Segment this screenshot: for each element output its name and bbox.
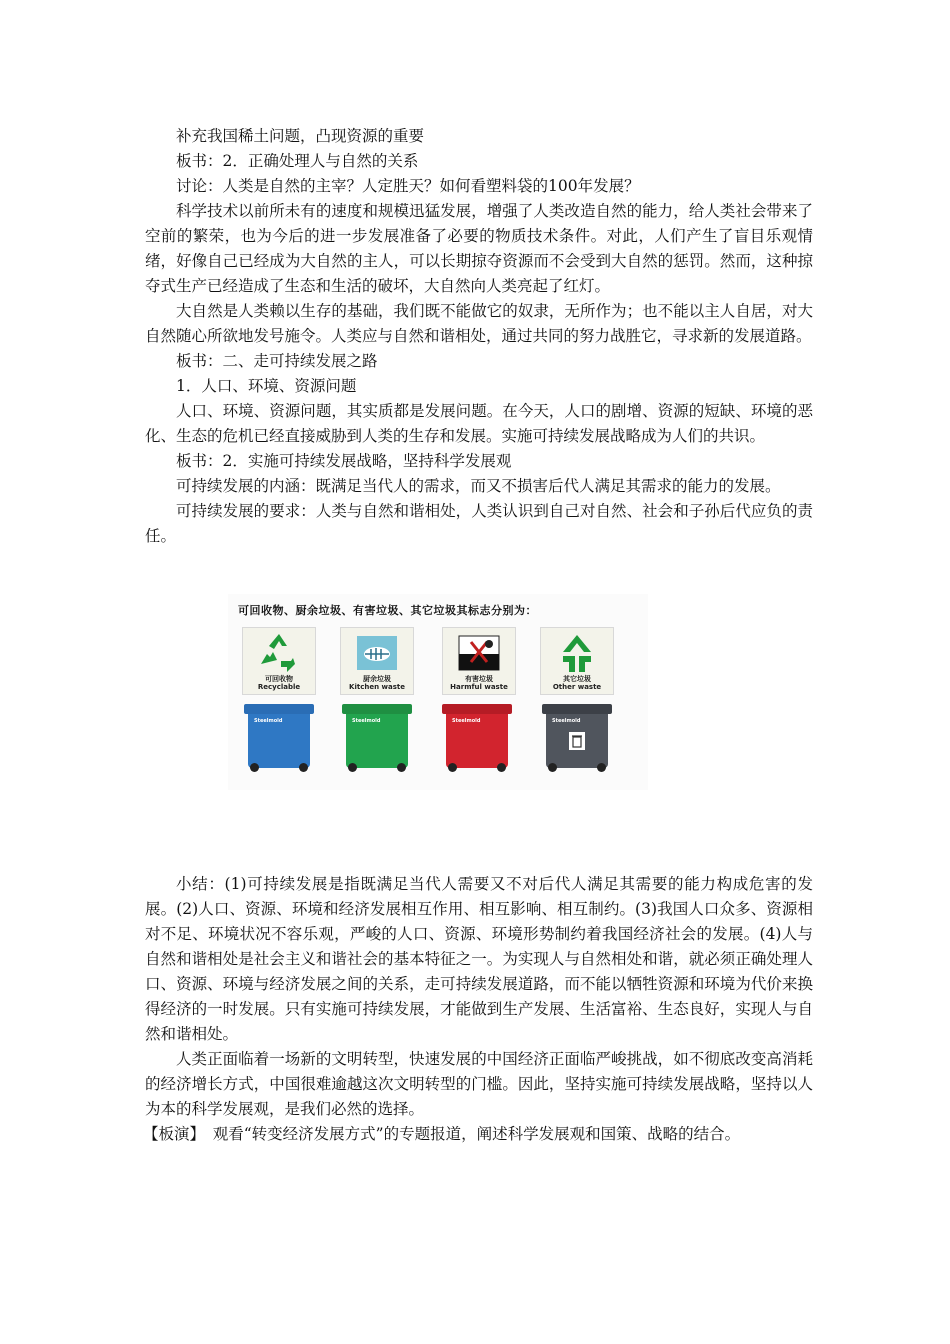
harmful-waste-bin xyxy=(442,704,512,772)
sign-label-en: Harmful waste xyxy=(450,683,508,691)
bin-brand: Steelmold xyxy=(452,718,481,724)
wheel-icon xyxy=(397,763,406,772)
paragraph: 可持续发展的内涵：既满足当代人的需求，而又不损害后代人满足其需求的能力的发展。 xyxy=(176,477,781,495)
recycle-icon xyxy=(257,632,301,674)
harmful-waste-sign xyxy=(442,627,516,695)
harmful-icon xyxy=(457,632,501,674)
wheel-icon xyxy=(597,763,606,772)
wheel-icon xyxy=(548,763,557,772)
sign-label-en: Kitchen waste xyxy=(349,683,405,691)
top-text-block xyxy=(145,124,813,549)
kitchen-waste-bin xyxy=(342,704,412,772)
bin-brand: Steelmold xyxy=(352,718,381,724)
paragraph: 1．人口、环境、资源问题 xyxy=(176,377,357,395)
sign-label-zh: 有害垃圾 xyxy=(465,675,493,683)
paragraph: 科学技术以前所未有的速度和规模迅猛发展，增强了人类改造自然的能力，给人类社会带来了空前的繁荣，也为今后的进一步发展准备了必要的物质技术条件。对此，人们产生了盲目乐观情绪，好像自己已经成为大自然的主人，可以长期掠夺资源而不会受到大自然的惩罚。然而，这种掠夺式生产已经造成了生态和生活的破坏，大自然向人类亮起了红灯。 xyxy=(145,202,813,295)
fish-bone-icon xyxy=(355,632,399,674)
kitchen-waste-sign xyxy=(340,627,414,695)
paragraph: 讨论：人类是自然的主宰？人定胜天？如何看塑料袋的100年发展？ xyxy=(176,177,640,195)
sign-label-en: Other waste xyxy=(552,683,602,691)
wheel-icon xyxy=(497,763,506,772)
bin-lid xyxy=(542,704,612,714)
sign-label-zh: 其它垃圾 xyxy=(563,675,591,683)
paragraph: 【板演】 观看“转变经济发展方式”的专题报道，阐述科学发展观和国策、战略的结合。 xyxy=(143,1125,741,1143)
paragraph: 人类正面临着一场新的文明转型，快速发展的中国经济正面临严峻挑战，如不彻底改变高消耗的经济增长方式，中国很难逾越这次文明转型的门槛。因此，坚持实施可持续发展战略，坚持以人为本的科学发展观，是我们必然的选择。 xyxy=(145,1050,813,1118)
bin-brand: Steelmold xyxy=(552,718,581,724)
other-waste-sign xyxy=(540,627,614,695)
paragraph: 板书：二、走可持续发展之路 xyxy=(176,352,378,370)
wheel-icon xyxy=(299,763,308,772)
sign-label-en: Recyclable xyxy=(257,683,301,691)
bin-brand: Steelmold xyxy=(254,718,283,724)
sign-label-zh: 可回收物 xyxy=(265,675,293,683)
paragraph: 大自然是人类赖以生存的基础，我们既不能做它的奴隶，无所作为；也不能以主人自居，对大自然随心所欲地发号施令。人类应与自然和谐相处，通过共同的努力战胜它，寻求新的发展道路。 xyxy=(145,302,813,345)
paragraph: 人口、环境、资源问题，其实质都是发展问题。在今天，人口的剧增、资源的短缺、环境的恶化、生态的危机已经直接威胁到人类的生存和发展。实施可持续发展战略成为人们的共识。 xyxy=(145,402,813,445)
wheel-icon xyxy=(448,763,457,772)
bin-lid xyxy=(244,704,314,714)
bin-lid xyxy=(342,704,412,714)
recyclable-bin xyxy=(244,704,314,772)
trash-can-icon xyxy=(569,732,585,750)
paragraph: 板书：2．正确处理人与自然的关系 xyxy=(176,152,419,170)
triangle-arrows-icon xyxy=(555,632,599,674)
figure-title: 可回收物、厨余垃圾、有害垃圾、其它垃圾其标志分别为： xyxy=(238,604,537,617)
paragraph: 可持续发展的要求：人类与自然和谐相处，人类认识到自己对自然、社会和子孙后代应负的责任。 xyxy=(145,502,813,545)
recyclable-sign xyxy=(242,627,316,695)
sign-label-zh: 厨余垃圾 xyxy=(363,675,391,683)
paragraph: 板书：2．实施可持续发展战略，坚持科学发展观 xyxy=(176,452,512,470)
paragraph: 小结：(1)可持续发展是指既满足当代人需要又不对后代人满足其需要的能力构成危害的发展。(2)人口、资源、环境和经济发展相互作用、相互影响、相互制约。(3)我国人口众多、资源相对不足、环境状况不容乐观，严峻的人口、资源、环境形势制约着我国经济社会的发展。(4)人与自然和谐相处是社会主义和谐社会的基本特征之一。为实现人与自然相处和谐，就必须正确处理人口、资源、环境与经济发展之间的关系，走可持续发展道路，而不能以牺牲资源和环境为代价来换得经济的一时发展。只有实施可持续发展，才能做到生产发展、生活富裕、生态良好，实现人与自然和谐相处。 xyxy=(145,875,813,1043)
bin-lid xyxy=(442,704,512,714)
waste-sorting-figure xyxy=(228,594,648,790)
wheel-icon xyxy=(250,763,259,772)
bottom-text-block xyxy=(145,872,813,1147)
wheel-icon xyxy=(348,763,357,772)
other-waste-bin xyxy=(542,704,612,772)
paragraph: 补充我国稀土问题，凸现资源的重要 xyxy=(176,127,425,145)
